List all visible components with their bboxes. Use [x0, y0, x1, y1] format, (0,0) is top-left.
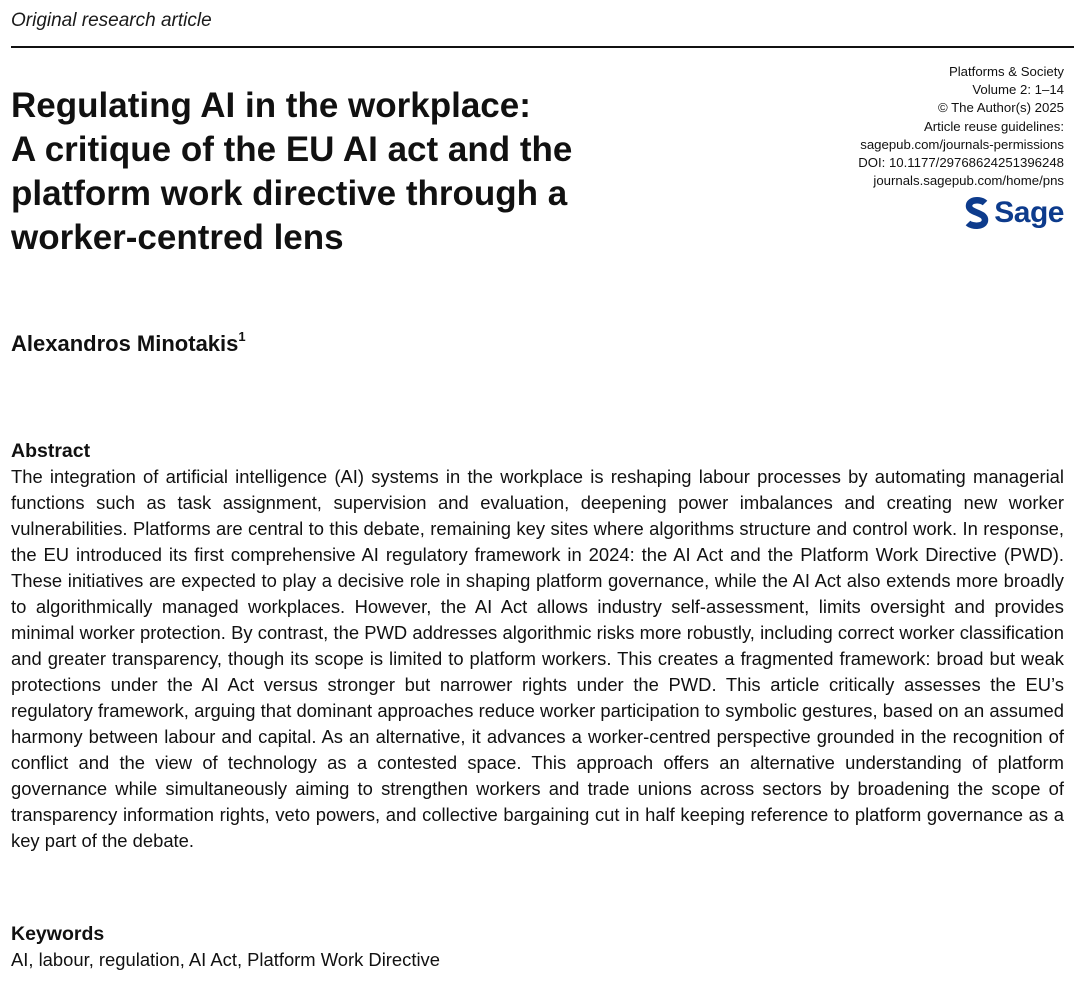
journal-name: Platforms & Society: [948, 64, 1064, 79]
article-type-label: Original research article: [11, 10, 212, 31]
keywords-heading: Keywords: [11, 923, 105, 945]
author-name: [11, 331, 246, 357]
author-name-text: Alexandros Minotakis: [11, 331, 239, 356]
affiliation-mark[interactable]: 1: [238, 329, 246, 344]
title-line: A critique of the EU AI act and the: [11, 130, 573, 169]
journal-volume: Volume 2: 1–14: [972, 82, 1064, 98]
title-line: Regulating AI in the workplace:: [11, 86, 531, 125]
copyright-notice: © The Author(s) 2025: [937, 100, 1064, 116]
publisher-logo[interactable]: [964, 196, 1064, 230]
title-line: platform work directive through a: [11, 174, 568, 213]
abstract-heading: Abstract: [11, 440, 91, 462]
reuse-guidelines-link[interactable]: sagepub.com/journals-permissions: [860, 136, 1064, 152]
reuse-guidelines-label: Article reuse guidelines:: [923, 118, 1064, 134]
title-line: worker-centred lens: [11, 218, 344, 257]
abstract-text: The integration of artificial intelligence (AI) systems in the workplace is reshaping labour processes by automating managerial functions such as task assignment, supervision and evaluation, deepening power imbalances and creating new worker vulnerabilities. Platforms are central to this debate, remaining key sites where algorithms structure and control work. In response, the EU introduced its first comprehensive AI regulatory framework in 2024: the AI Act and the Platform Work Directive (PWD). These initiatives are expected to play a decisive role in shaping platform governance, while the AI Act also extends more broadly to algorithmically managed workplaces. However, the AI Act allows industry self-assessment, limits oversight and provides minimal worker protection. By contrast, the PWD addresses algorithmic risks more robustly, including correct worker classification and greater transparency, though its scope is limited to platform workers. This creates a fragmented framework: broad but weak protections under the AI Act versus stronger but narrower rights under the PWD. This article critically assesses the EU’s regulatory framework, arguing that dominant approaches reduce worker participation to symbolic gestures, based on an assumed harmony between labour and capital. As an alternative, it advances a worker-centred perspective grounded in the recognition of conflict and the view of technology as a contested space. This approach offers an alternative understanding of platform governance while simultaneously aiming to strengthen workers and trade unions across sectors by broadening the scope of transparency information rights, veto powers, and collective bargaining cut in half keeping reference to platform governance as a key part of the debate.: [11, 466, 1064, 851]
doi-link[interactable]: DOI: 10.1177/29768624251396248: [858, 155, 1064, 171]
sage-s-icon: [964, 197, 990, 229]
keywords-list: AI, labour, regulation, AI Act, Platform Work Directive: [11, 949, 440, 970]
article-title: [11, 84, 731, 260]
header-divider: [11, 46, 1074, 48]
publisher-logo-text: Sage: [994, 196, 1064, 229]
journal-info-block: [858, 63, 1064, 190]
journal-homepage-link[interactable]: journals.sagepub.com/home/pns: [873, 173, 1064, 189]
